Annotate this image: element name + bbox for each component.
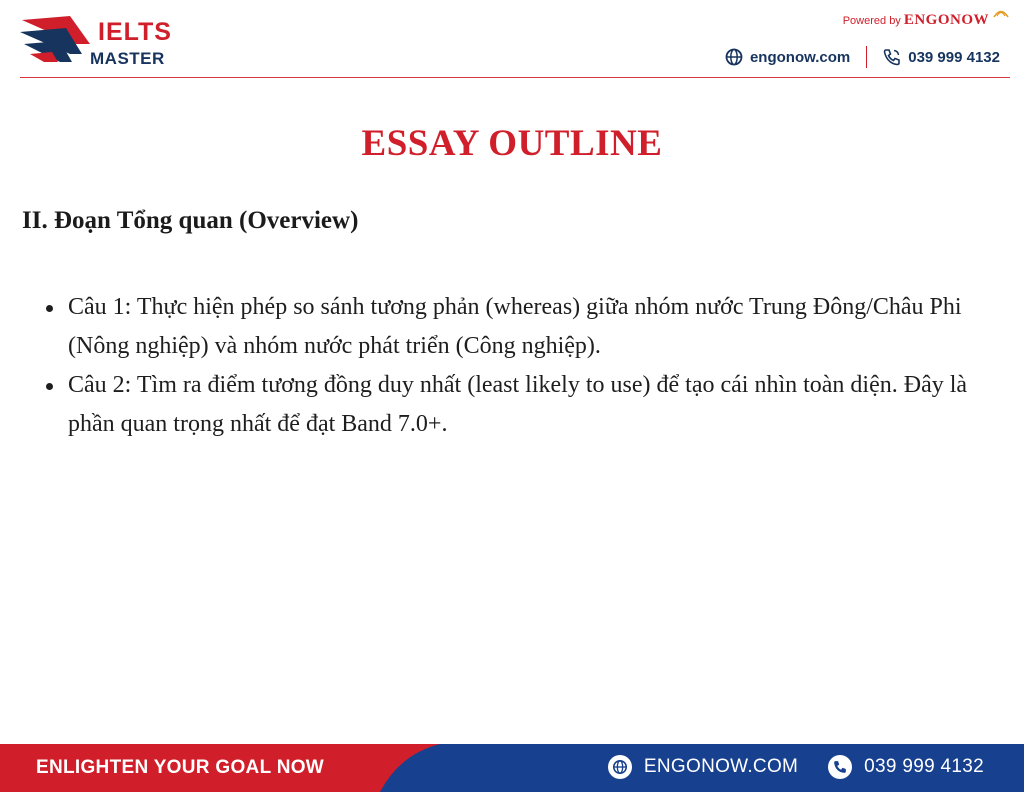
- footer-slogan: ENLIGHTEN YOUR GOAL NOW: [36, 757, 325, 778]
- engonow-brand[interactable]: ENGONOW: [903, 12, 989, 28]
- bullet-dot-icon: [46, 383, 53, 390]
- powered-by: [843, 12, 1010, 29]
- sunrise-icon: [992, 6, 1010, 18]
- footer-website-link[interactable]: ENGONOW.COM: [643, 756, 799, 777]
- phone-icon: [828, 755, 852, 779]
- page-header: [0, 0, 1024, 80]
- page-footer: [0, 744, 1024, 792]
- header-website-link[interactable]: engonow.com: [749, 48, 851, 66]
- outline-bullets: [42, 288, 1002, 444]
- bullet-text: Câu 2: Tìm ra điểm tương đồng duy nhất (least likely to use) để tạo cái nhìn toàn diện. Đây là phần quan trọng nhất để đạt Band 7.0+.: [68, 372, 968, 437]
- footer-phone-link[interactable]: 039 999 4132: [864, 756, 984, 777]
- section-heading: II. Đoạn Tổng quan (Overview): [22, 207, 359, 234]
- logo-master-text: MASTER: [90, 49, 165, 68]
- header-phone-link[interactable]: 039 999 4132: [908, 48, 1000, 66]
- list-item: [42, 366, 1002, 444]
- contact-divider: [866, 46, 867, 68]
- header-contact: [725, 46, 1000, 68]
- header-divider: [20, 77, 1010, 78]
- logo-ielts-text: IELTS: [98, 18, 172, 46]
- bullet-dot-icon: [46, 305, 53, 312]
- logo-stripes-icon: [20, 14, 94, 64]
- bullet-text: Câu 1: Thực hiện phép so sánh tương phản (whereas) giữa nhóm nước Trung Đông/Châu Phi (Nông nghiệp) và nhóm nước phát triển (Công nghiệp).: [68, 294, 962, 359]
- footer-contact: [608, 755, 984, 779]
- globe-icon: [725, 48, 743, 66]
- page-title: ESSAY OUTLINE: [361, 123, 663, 164]
- phone-icon: [883, 48, 901, 66]
- powered-prefix: Powered by: [842, 15, 901, 27]
- globe-icon: [608, 755, 632, 779]
- list-item: [42, 288, 1002, 366]
- ielts-master-logo[interactable]: [20, 14, 190, 74]
